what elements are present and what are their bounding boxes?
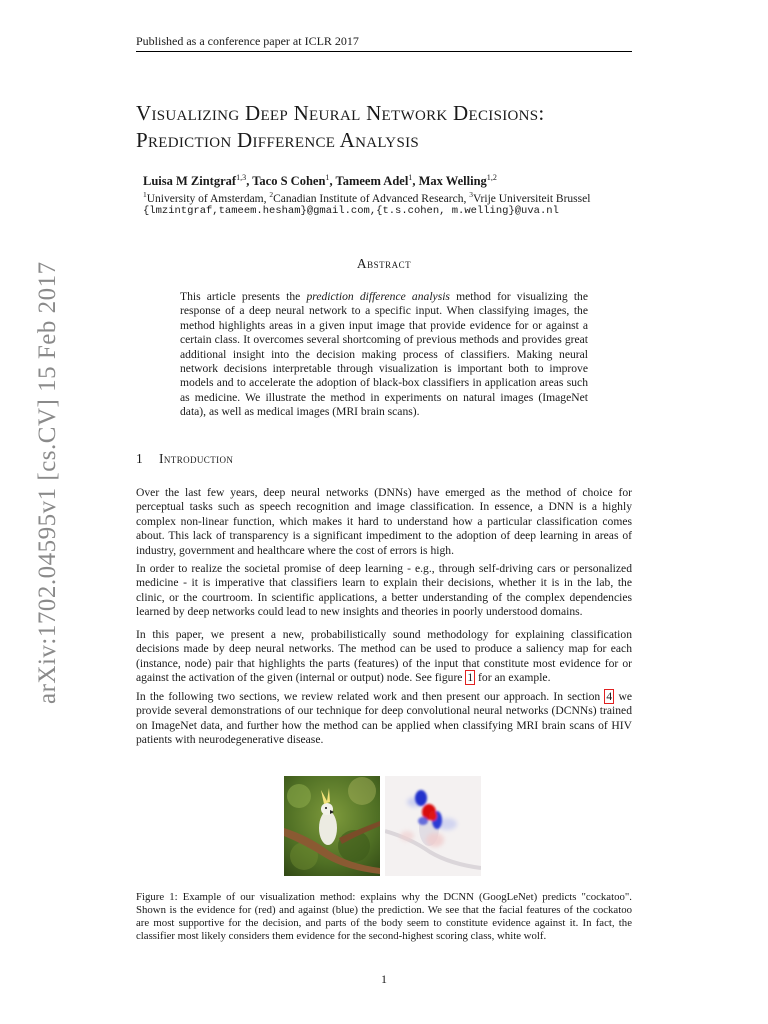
paragraph-text: for an example. [475, 671, 551, 685]
intro-paragraph-2: In order to realize the societal promise of deep learning - e.g., through self-driving cars or personalized medicine - it is imperative that classifiers learn to explain their decisions, whether it is in the lab, the clinic, or the courtroom. In scientific applications, a better understanding of the complex dependencies learned by deep networks could lead to new insights and theories in poorly understood domains. [136, 562, 632, 619]
author-name: Luisa M Zintgraf [143, 174, 237, 189]
author-affil-mark: 1,2 [486, 173, 497, 182]
caption-text: Example of our visualization method: explains why the DCNN (GoogLeNet) predicts "cockatoo". Shown is the evidence for (red) and against (blue) the prediction. We see that the facial features of the cockatoo are most supportive for the decision, and parts of the body seem to constitute evidence against it. In fact, the classifier most likely considers them evidence for the second-highest scoring class, white wolf. [136, 891, 632, 942]
paragraph-text: we provide several demonstrations of our technique for deep convolutional neural networks (DCNNs) trained on ImageNet data, and further how the method can be applied when classifying MRI brain scans of HIV patients with neurodegenerative disease. [136, 690, 632, 747]
figure-caption [136, 891, 632, 943]
paper-title [136, 100, 656, 154]
page-number: 1 [381, 972, 387, 986]
affiliations [143, 190, 590, 205]
cockatoo-photo [284, 776, 380, 876]
author-list: Luisa M Zintgraf$^{1,3}$, Taco S Cohen$^1$, Tameem Adel$^1$, Max Welling$^{1,2}$ [143, 173, 497, 189]
running-header: Published as a conference paper at ICLR 2017 [136, 34, 359, 48]
author-name: Max Welling [418, 174, 487, 189]
affiliation: Canadian Institute of Advanced Research, [273, 192, 470, 205]
abstract-body [180, 290, 588, 420]
figure-ref-link[interactable]: 1 [467, 671, 474, 685]
affil-mark: 1 [143, 190, 147, 199]
title-line-1: Visualizing Deep Neural Network Decisions: [136, 101, 545, 125]
section-number: 1 [136, 451, 144, 466]
abstract-heading: Abstract [356, 256, 412, 271]
title-line-2: Prediction Difference Analysis [136, 128, 420, 152]
author-affil-mark: 1 [325, 173, 330, 182]
author-affil-mark: 1 [408, 173, 413, 182]
affil-mark: 3 [469, 190, 473, 199]
affil-mark: 2 [269, 190, 274, 199]
author-name: Taco S Cohen [252, 174, 326, 189]
affiliation: University of Amsterdam, [146, 192, 270, 205]
caption-label: Figure 1: [136, 891, 183, 903]
section-title: Introduction [159, 451, 234, 466]
section-ref-link[interactable]: 4 [606, 690, 613, 703]
arxiv-stamp: arXiv:1702.04595v1 [cs.CV] 15 Feb 2017 [34, 261, 61, 704]
intro-paragraph-1: Over the last few years, deep neural networks (DNNs) have emerged as the method of choice for perceptual tasks such as speech recognition and image classification. In essence, a DNN is a highly complex non-linear function, which makes it hard to understand how a particular classification comes about. This lack of transparency is a significant impediment to the adoption of deep learning in areas of industry, government and healthcare where the cost of errors is high. [136, 486, 632, 557]
abstract-emphasis: prediction difference analysis [306, 290, 450, 303]
saliency-map [385, 776, 481, 876]
abstract-text: This article presents the [180, 290, 307, 303]
intro-paragraph-3 [136, 628, 632, 686]
author-affil-mark: 1,3 [236, 173, 247, 182]
paragraph-text: In the following two sections, we review related work and then present our approach. In section [136, 690, 605, 703]
author-name: Tameem Adel [335, 174, 409, 189]
abstract-text: method for visualizing the response of a deep neural network to a specific input. When classifying images, the method highlights areas in a given input image that provide evidence for or against a certain class. It overcomes several shortcoming of previous methods and provides great additional insight into the decision making process of classifiers. Making neural network decisions interpretable through visualization is important both to improve models and to accelerate the adoption of black-box classifiers in application areas such as medicine. We illustrate the method in experiments on natural images (ImageNet data), as well as medical images (MRI brain scans). [180, 290, 588, 419]
author-emails: {lmzintgraf,tameem.hesham}@gmail.com,{t.s.cohen, m.welling}@uva.nl [143, 205, 559, 217]
affiliation: Vrije Universiteit Brussel [472, 192, 591, 205]
section-heading [136, 451, 233, 467]
intro-paragraph-4 [136, 690, 632, 748]
paragraph-text: In this paper, we present a new, probabilistically sound methodology for explaining classification decisions made by deep neural networks. The method can be used to produce a saliency map for each (instance, node) pair that highlights the parts (features) of the input that constitute most evidence for or against the activation of the given (internal or output) node. See figure [136, 628, 632, 685]
header-rule [136, 51, 632, 52]
